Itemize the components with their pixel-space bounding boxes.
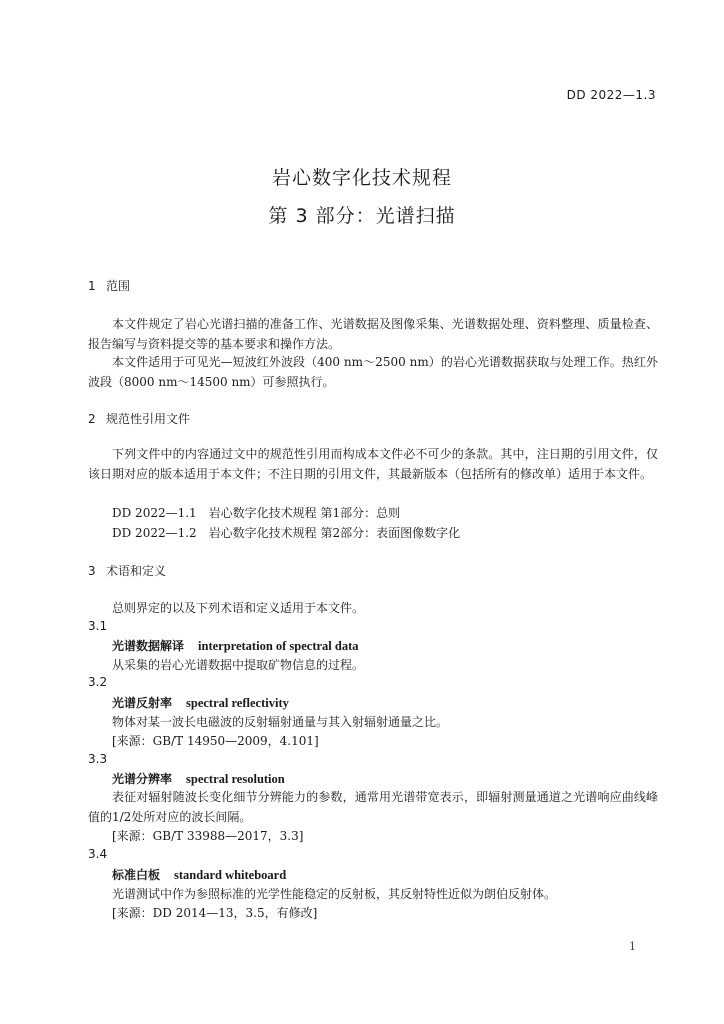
section-heading-scope bbox=[88, 277, 130, 294]
term-chinese-name: 光谱反射率 bbox=[112, 696, 173, 710]
term-source: [来源：DD 2014—13，3.5，有修改] bbox=[112, 906, 318, 920]
document-code: DD 2022—1.3 bbox=[566, 88, 656, 102]
term-definition: 光谱测试中作为参照标准的光学性能稳定的反射板，其反射特性近似为朗伯反射体。 bbox=[112, 887, 557, 901]
term-title bbox=[112, 866, 286, 883]
section-heading-terms bbox=[88, 562, 166, 579]
section-heading-normative-references bbox=[88, 410, 190, 427]
term-number: 3.1 bbox=[88, 619, 108, 633]
reference-item: DD 2022—1.1 岩心数字化技术规程 第1部分：总则 bbox=[112, 506, 401, 520]
reference-item: DD 2022—1.2 岩心数字化技术规程 第2部分：表面图像数字化 bbox=[112, 526, 461, 540]
term-title bbox=[112, 770, 285, 787]
term-source: [来源：GB/T 33988—2017，3.3] bbox=[112, 829, 304, 843]
document-subtitle: 第 3 部分：光谱扫描 bbox=[268, 205, 456, 227]
term-number: 3.2 bbox=[88, 675, 108, 689]
term-definition: 从采集的岩心光谱数据中提取矿物信息的过程。 bbox=[112, 658, 365, 672]
section-number: 2 bbox=[88, 412, 96, 426]
term-chinese-name: 标准白板 bbox=[112, 868, 161, 882]
terms-intro: 总则界定的以及下列术语和定义适用于本文件。 bbox=[112, 601, 365, 615]
scope-paragraph-2: 本文件适用于可见光—短波红外波段（400 nm～2500 nm）的岩心光谱数据获取与处理工作。热红外波段（8000 nm～14500 nm）可参照执行。 bbox=[88, 355, 658, 389]
normative-references-paragraph: 下列文件中的内容通过文中的规范性引用而构成本文件必不可少的条款。其中，注日期的引用文件，仅该日期对应的版本适用于本文件；不注日期的引用文件，其最新版本（包括所有的修改单）适用于本文件。 bbox=[88, 447, 658, 481]
term-title bbox=[112, 694, 289, 711]
section-number: 3 bbox=[88, 564, 96, 578]
term-definition: 物体对某一波长电磁波的反射辐射通量与其入射辐射通量之比。 bbox=[112, 715, 449, 729]
term-chinese-name: 光谱分辨率 bbox=[112, 772, 173, 786]
term-source: [来源：GB/T 14950—2009，4.101] bbox=[112, 734, 319, 748]
scope-paragraph-1: 本文件规定了岩心光谱扫描的准备工作、光谱数据及图像采集、光谱数据处理、资料整理、质量检查、报告编写与资料提交等的基本要求和操作方法。 bbox=[88, 317, 658, 351]
term-chinese-name: 光谱数据解译 bbox=[112, 639, 185, 653]
term-english-name: spectral reflectivity bbox=[186, 696, 289, 710]
term-english-name: spectral resolution bbox=[186, 772, 285, 786]
section-title: 规范性引用文件 bbox=[106, 412, 191, 426]
term-english-name: standard whiteboard bbox=[174, 868, 287, 882]
term-english-name: interpretation of spectral data bbox=[198, 639, 359, 653]
section-title: 术语和定义 bbox=[106, 564, 167, 578]
term-definition: 表征对辐射随波长变化细节分辨能力的参数，通常用光谱带宽表示，即辐射测量通道之光谱响应曲线峰值的1/2处所对应的波长间隔。 bbox=[88, 790, 658, 824]
term-number: 3.4 bbox=[88, 847, 108, 861]
term-number: 3.3 bbox=[88, 752, 108, 766]
page-number: 1 bbox=[629, 940, 636, 953]
document-title: 岩心数字化技术规程 bbox=[271, 167, 452, 189]
section-title: 范围 bbox=[106, 279, 131, 293]
term-title bbox=[112, 637, 359, 654]
section-number: 1 bbox=[88, 279, 96, 293]
